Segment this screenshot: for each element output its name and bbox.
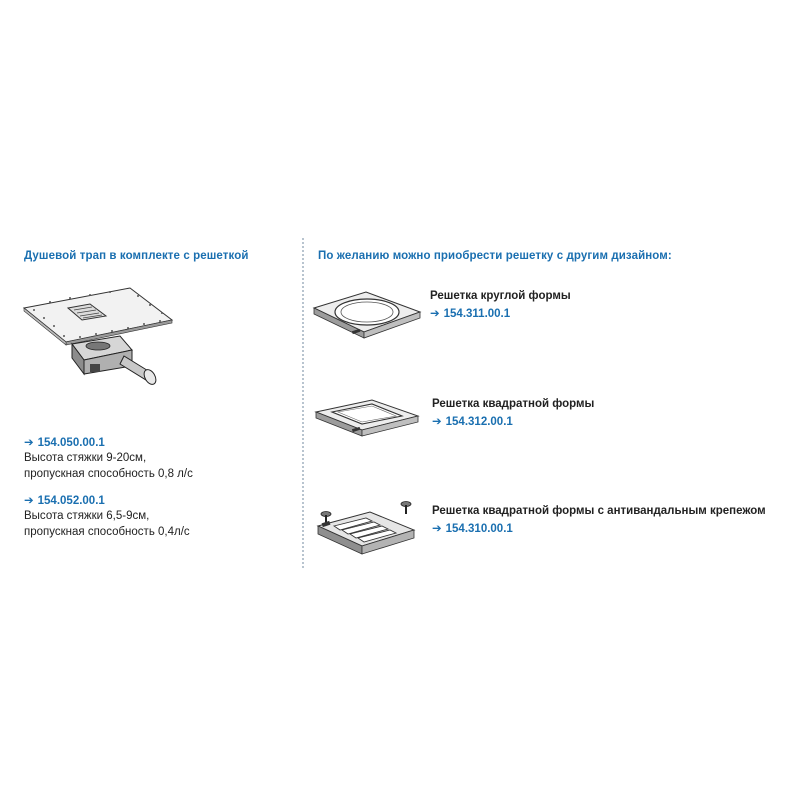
grate-1-code-link[interactable] xyxy=(430,306,510,320)
arrow-right-icon: ➔ xyxy=(24,437,34,449)
variant-2-description xyxy=(24,508,190,540)
grate-1-code: 154.311.00.1 xyxy=(443,308,511,320)
grate-3-code: 154.310.00.1 xyxy=(445,523,513,535)
arrow-right-icon: ➔ xyxy=(430,308,440,320)
grate-2-code-link[interactable] xyxy=(432,414,513,428)
arrow-right-icon: ➔ xyxy=(432,416,442,428)
variant-1-capacity: пропускная способность 0,8 л/с xyxy=(24,468,193,480)
variant-2-capacity: пропускная способность 0,4л/с xyxy=(24,526,190,538)
grate-3-code-link[interactable] xyxy=(432,521,513,535)
screw-icon xyxy=(401,502,411,515)
variant-1-code: 154.050.00.1 xyxy=(37,437,105,449)
shower-drain-image xyxy=(20,280,220,410)
variant-1-height: Высота стяжки 9-20см, xyxy=(24,452,147,464)
left-heading: Душевой трап в комплекте с решеткой xyxy=(24,250,249,262)
grate-1-name: Решетка круглой формы xyxy=(430,290,571,302)
round-grate-image xyxy=(312,290,422,350)
right-heading: По желанию можно приобрести решетку с другим дизайном: xyxy=(318,250,672,262)
column-divider xyxy=(302,238,304,568)
variant-1-description xyxy=(24,450,193,482)
antivandal-grate-image xyxy=(312,500,422,562)
variant-2-height: Высота стяжки 6,5-9см, xyxy=(24,510,150,522)
variant-2-code-link[interactable] xyxy=(24,493,105,507)
square-grate-image xyxy=(314,398,420,440)
grate-2-code: 154.312.00.1 xyxy=(445,416,513,428)
grate-3-name: Решетка квадратной формы с антивандальным крепежом xyxy=(432,505,766,517)
grate-2-name: Решетка квадратной формы xyxy=(432,398,595,410)
variant-1-code-link[interactable] xyxy=(24,435,105,449)
arrow-right-icon: ➔ xyxy=(24,495,34,507)
arrow-right-icon: ➔ xyxy=(432,523,442,535)
variant-2-code: 154.052.00.1 xyxy=(37,495,105,507)
